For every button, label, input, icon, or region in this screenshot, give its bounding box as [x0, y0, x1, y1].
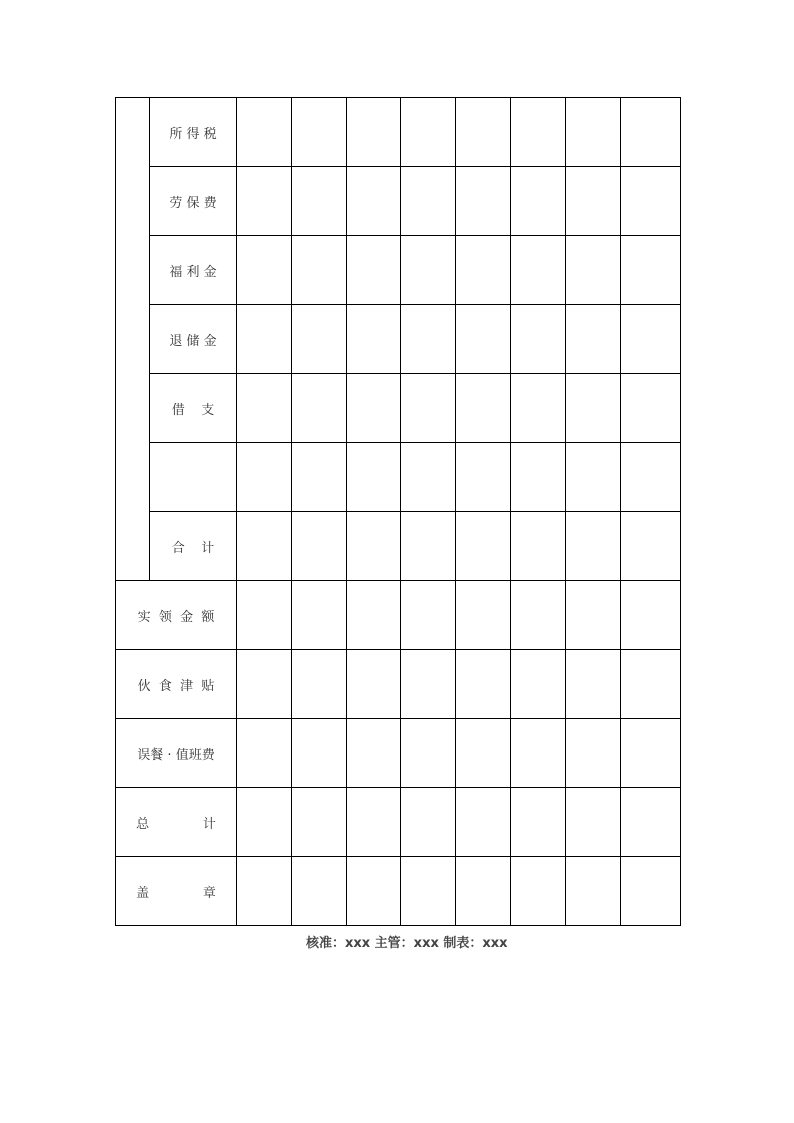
- summary-row: [116, 650, 681, 719]
- summary-label-cell: [116, 788, 237, 857]
- deduction-label: 福 利 金: [169, 264, 217, 280]
- summary-row: [116, 719, 681, 788]
- deduction-value-cell[interactable]: [511, 98, 566, 167]
- summary-value-cell[interactable]: [237, 650, 292, 719]
- summary-value-cell[interactable]: [621, 719, 681, 788]
- summary-label: 总 计: [136, 816, 216, 832]
- summary-value-cell[interactable]: [456, 857, 511, 926]
- summary-value-cell[interactable]: [566, 857, 621, 926]
- summary-value-cell[interactable]: [237, 581, 292, 650]
- summary-row: [116, 788, 681, 857]
- summary-value-cell[interactable]: [566, 650, 621, 719]
- deduction-label: 所 得 税: [169, 126, 217, 142]
- deduction-label-cell: [150, 305, 237, 374]
- deduction-row: [116, 236, 681, 305]
- summary-value-cell[interactable]: [347, 650, 401, 719]
- deduction-value-cell[interactable]: [292, 98, 347, 167]
- deduction-value-cell[interactable]: [566, 374, 621, 443]
- deduction-value-cell[interactable]: [347, 443, 401, 512]
- summary-value-cell[interactable]: [456, 788, 511, 857]
- summary-label: 误餐 · 值班费: [137, 747, 215, 763]
- deduction-value-cell[interactable]: [621, 443, 681, 512]
- summary-value-cell[interactable]: [621, 581, 681, 650]
- deduction-value-cell[interactable]: [292, 236, 347, 305]
- summary-value-cell[interactable]: [621, 857, 681, 926]
- summary-label: 盖 章: [136, 885, 216, 901]
- deduction-value-cell[interactable]: [401, 236, 456, 305]
- summary-label: 伙 食 津 贴: [137, 678, 215, 694]
- deduction-value-cell[interactable]: [566, 305, 621, 374]
- deduction-value-cell[interactable]: [401, 305, 456, 374]
- deduction-value-cell[interactable]: [347, 374, 401, 443]
- summary-value-cell[interactable]: [401, 581, 456, 650]
- summary-value-cell[interactable]: [347, 719, 401, 788]
- deduction-value-cell[interactable]: [621, 98, 681, 167]
- summary-value-cell[interactable]: [292, 857, 347, 926]
- deduction-value-cell[interactable]: [237, 305, 292, 374]
- summary-value-cell[interactable]: [347, 857, 401, 926]
- deduction-value-cell[interactable]: [621, 167, 681, 236]
- summary-value-cell[interactable]: [401, 857, 456, 926]
- deduction-label-cell: [150, 167, 237, 236]
- summary-value-cell[interactable]: [237, 719, 292, 788]
- summary-label-cell: [116, 857, 237, 926]
- deduction-label-cell: [150, 236, 237, 305]
- deduction-row: [116, 443, 681, 512]
- deduction-value-cell[interactable]: [347, 98, 401, 167]
- deduction-value-cell[interactable]: [292, 167, 347, 236]
- summary-value-cell[interactable]: [401, 650, 456, 719]
- deduction-value-cell[interactable]: [456, 512, 511, 581]
- deduction-value-cell[interactable]: [621, 374, 681, 443]
- deduction-label: 合 计: [171, 540, 215, 556]
- summary-value-cell[interactable]: [347, 788, 401, 857]
- deduction-value-cell[interactable]: [237, 512, 292, 581]
- deduction-value-cell[interactable]: [456, 167, 511, 236]
- deduction-value-cell[interactable]: [511, 305, 566, 374]
- deduction-value-cell[interactable]: [401, 374, 456, 443]
- deduction-value-cell[interactable]: [401, 512, 456, 581]
- deduction-value-cell[interactable]: [292, 374, 347, 443]
- summary-value-cell[interactable]: [401, 719, 456, 788]
- deduction-value-cell[interactable]: [511, 167, 566, 236]
- deduction-value-cell[interactable]: [511, 443, 566, 512]
- deduction-row: [116, 167, 681, 236]
- summary-value-cell[interactable]: [456, 719, 511, 788]
- summary-value-cell[interactable]: [401, 788, 456, 857]
- deduction-value-cell[interactable]: [401, 98, 456, 167]
- summary-value-cell[interactable]: [621, 788, 681, 857]
- summary-row: [116, 581, 681, 650]
- deduction-value-cell[interactable]: [347, 305, 401, 374]
- deduction-label: 劳 保 费: [169, 195, 217, 211]
- deduction-value-cell[interactable]: [347, 167, 401, 236]
- deduction-label-cell: [150, 374, 237, 443]
- deduction-value-cell[interactable]: [511, 236, 566, 305]
- deduction-value-cell[interactable]: [347, 512, 401, 581]
- deduction-row: [116, 305, 681, 374]
- deduction-value-cell[interactable]: [456, 374, 511, 443]
- deduction-value-cell[interactable]: [237, 443, 292, 512]
- deduction-value-cell[interactable]: [292, 512, 347, 581]
- summary-value-cell[interactable]: [292, 581, 347, 650]
- deduction-value-cell[interactable]: [511, 374, 566, 443]
- deduction-value-cell[interactable]: [456, 443, 511, 512]
- deduction-value-cell[interactable]: [621, 512, 681, 581]
- summary-value-cell[interactable]: [566, 788, 621, 857]
- summary-value-cell[interactable]: [511, 857, 566, 926]
- deduction-label-cell: [150, 443, 237, 512]
- deduction-label-cell: [150, 98, 237, 167]
- deduction-row: [116, 98, 681, 167]
- deduction-label: 借 支: [171, 402, 215, 418]
- deduction-value-cell[interactable]: [401, 443, 456, 512]
- summary-row: [116, 857, 681, 926]
- deduction-value-cell[interactable]: [456, 236, 511, 305]
- deduction-value-cell[interactable]: [621, 305, 681, 374]
- deduction-value-cell[interactable]: [566, 167, 621, 236]
- summary-value-cell[interactable]: [456, 650, 511, 719]
- deduction-value-cell[interactable]: [566, 512, 621, 581]
- deductions-group-cell: [116, 98, 150, 581]
- summary-value-cell[interactable]: [292, 719, 347, 788]
- approval-signature-line: 核准：xxx 主管：xxx 制表：xxx: [306, 936, 508, 951]
- deduction-value-cell[interactable]: [292, 443, 347, 512]
- deduction-value-cell[interactable]: [511, 512, 566, 581]
- summary-label-cell: [116, 581, 237, 650]
- summary-value-cell[interactable]: [347, 581, 401, 650]
- summary-label: 实 领 金 额: [137, 609, 215, 625]
- summary-value-cell[interactable]: [566, 581, 621, 650]
- summary-label-cell: [116, 650, 237, 719]
- deduction-value-cell[interactable]: [621, 236, 681, 305]
- summary-value-cell[interactable]: [292, 788, 347, 857]
- summary-label-cell: [116, 719, 237, 788]
- summary-value-cell[interactable]: [511, 581, 566, 650]
- deduction-label: 退 储 金: [169, 333, 217, 349]
- summary-value-cell[interactable]: [511, 788, 566, 857]
- deduction-value-cell[interactable]: [566, 98, 621, 167]
- deduction-value-cell[interactable]: [237, 98, 292, 167]
- summary-value-cell[interactable]: [511, 719, 566, 788]
- summary-value-cell[interactable]: [456, 581, 511, 650]
- deduction-value-cell[interactable]: [347, 236, 401, 305]
- summary-value-cell[interactable]: [621, 650, 681, 719]
- summary-value-cell[interactable]: [292, 650, 347, 719]
- summary-value-cell[interactable]: [237, 788, 292, 857]
- deduction-value-cell[interactable]: [566, 236, 621, 305]
- payroll-form-table: [115, 97, 681, 926]
- summary-value-cell[interactable]: [566, 719, 621, 788]
- deduction-value-cell[interactable]: [237, 374, 292, 443]
- deduction-value-cell[interactable]: [401, 167, 456, 236]
- deduction-value-cell[interactable]: [566, 443, 621, 512]
- deduction-label-cell: [150, 512, 237, 581]
- deduction-value-cell[interactable]: [456, 305, 511, 374]
- summary-value-cell[interactable]: [237, 857, 292, 926]
- deduction-value-cell[interactable]: [237, 167, 292, 236]
- deduction-value-cell[interactable]: [292, 305, 347, 374]
- deduction-value-cell[interactable]: [237, 236, 292, 305]
- deduction-row: [116, 512, 681, 581]
- deduction-value-cell[interactable]: [456, 98, 511, 167]
- deduction-row: [116, 374, 681, 443]
- summary-value-cell[interactable]: [511, 650, 566, 719]
